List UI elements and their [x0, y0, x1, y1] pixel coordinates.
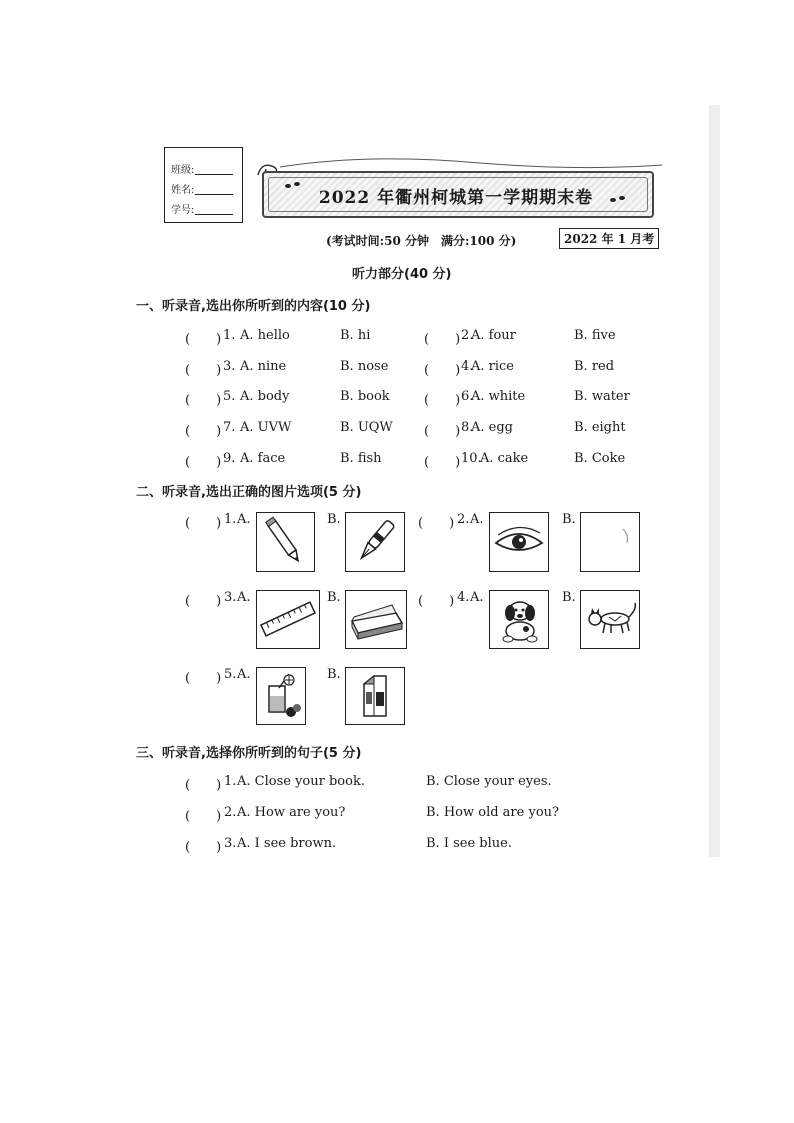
answer-blank[interactable]: ( ): [424, 455, 461, 470]
answer-blank[interactable]: ( ): [424, 332, 461, 347]
answer-blank[interactable]: ( ): [418, 516, 455, 531]
answer-blank[interactable]: ( ): [185, 455, 222, 470]
pencil-icon[interactable]: [256, 512, 315, 572]
option-b: B. hi: [340, 328, 371, 343]
milk-icon[interactable]: [345, 667, 405, 725]
option-a: A. UVW: [240, 420, 292, 435]
answer-blank[interactable]: ( ): [424, 363, 461, 378]
listening-part-title: 听力部分(40 分): [352, 267, 452, 282]
exam-time-score: (考试时间:50 分钟 满分:100 分): [326, 234, 517, 248]
question-number: 3.: [224, 590, 237, 605]
question-number: 2.: [457, 512, 470, 527]
option-b: B. red: [574, 359, 615, 374]
option-a: A. Close your book.: [237, 774, 365, 789]
answer-blank[interactable]: ( ): [185, 778, 222, 793]
option-a: A. four: [471, 328, 516, 343]
student-info-box: [164, 147, 243, 223]
option-a: A. body: [240, 389, 290, 404]
student-id-field[interactable]: [171, 201, 233, 216]
answer-blank[interactable]: ( ): [185, 594, 222, 609]
option-b: B. nose: [340, 359, 389, 374]
question-number: 9.: [223, 451, 236, 466]
option-b: B. How old are you?: [426, 805, 559, 820]
option-b-label: B.: [327, 667, 341, 682]
answer-blank[interactable]: ( ): [185, 393, 222, 408]
option-a: A. white: [471, 389, 526, 404]
option-b: B. water: [574, 389, 630, 404]
option-b: B. I see blue.: [426, 836, 512, 851]
question-number: 8.: [461, 420, 474, 435]
option-a: A. hello: [240, 328, 290, 343]
option-a: A. cake: [480, 451, 529, 466]
answer-blank[interactable]: ( ): [185, 516, 222, 531]
option-a: A. face: [240, 451, 286, 466]
answer-blank[interactable]: ( ): [185, 332, 222, 347]
option-a: A. How are you?: [237, 805, 346, 820]
question-number: 2.: [461, 328, 474, 343]
question-number: 7.: [223, 420, 236, 435]
answer-blank[interactable]: ( ): [424, 424, 461, 439]
option-a: A. nine: [240, 359, 287, 374]
option-a: A. rice: [471, 359, 514, 374]
option-b: B. eight: [574, 420, 626, 435]
answer-blank[interactable]: ( ): [424, 393, 461, 408]
name-label: 姓名:: [171, 185, 195, 196]
option-b: B. fish: [340, 451, 382, 466]
question-number: 5.: [223, 389, 236, 404]
question-number: 4.: [457, 590, 470, 605]
question-number: 3.: [223, 359, 236, 374]
option-a: A. I see brown.: [237, 836, 337, 851]
class-label: 班级:: [171, 165, 195, 176]
option-b: B. book: [340, 389, 390, 404]
ruler-icon[interactable]: [256, 590, 320, 649]
name-field[interactable]: [171, 181, 233, 196]
student-id-label: 学号:: [171, 205, 195, 216]
option-b-label: B.: [327, 590, 341, 605]
section1-title: 一、听录音,选出你所听到的内容(10 分): [136, 299, 371, 314]
answer-blank[interactable]: ( ): [185, 671, 222, 686]
answer-blank[interactable]: ( ): [185, 363, 222, 378]
answer-blank[interactable]: ( ): [185, 809, 222, 824]
cat-icon[interactable]: [580, 590, 640, 649]
option-a-label: A.: [470, 512, 484, 527]
option-b: B. Close your eyes.: [426, 774, 552, 789]
eye-icon[interactable]: [489, 512, 549, 572]
pen-icon[interactable]: [345, 512, 405, 572]
option-b: B. UQW: [340, 420, 393, 435]
option-b-label: B.: [562, 512, 576, 527]
question-number: 10.: [461, 451, 482, 466]
section2-title: 二、听录音,选出正确的图片选项(5 分): [136, 485, 362, 500]
question-number: 5.: [224, 667, 237, 682]
pencil-box-icon[interactable]: [345, 590, 407, 649]
question-number: 1.: [223, 328, 236, 343]
option-b-label: B.: [327, 512, 341, 527]
question-number: 1.: [224, 512, 237, 527]
option-b: B. Coke: [574, 451, 626, 466]
exam-date-badge: 2022 年 1 月考: [559, 228, 659, 249]
section3-title: 三、听录音,选择你所听到的句子(5 分): [136, 746, 362, 761]
option-b-label: B.: [562, 590, 576, 605]
option-a: A. egg: [471, 420, 513, 435]
juice-icon[interactable]: [256, 667, 306, 725]
ear-icon[interactable]: [580, 512, 640, 572]
dog-icon[interactable]: [489, 590, 549, 649]
question-number: 3.: [224, 836, 237, 851]
question-number: 6.: [461, 389, 474, 404]
option-a-label: A.: [237, 512, 251, 527]
exam-title: 2022 年衢州柯城第一学期期末卷: [318, 188, 594, 208]
scan-edge: [709, 105, 720, 857]
option-a-label: A.: [237, 667, 251, 682]
question-number: 1.: [224, 774, 237, 789]
class-field[interactable]: [171, 161, 233, 176]
option-b: B. five: [574, 328, 616, 343]
answer-blank[interactable]: ( ): [185, 840, 222, 855]
question-number: 4.: [461, 359, 474, 374]
option-a-label: A.: [237, 590, 251, 605]
option-a-label: A.: [470, 590, 484, 605]
question-number: 2.: [224, 805, 237, 820]
answer-blank[interactable]: ( ): [185, 424, 222, 439]
answer-blank[interactable]: ( ): [418, 594, 455, 609]
